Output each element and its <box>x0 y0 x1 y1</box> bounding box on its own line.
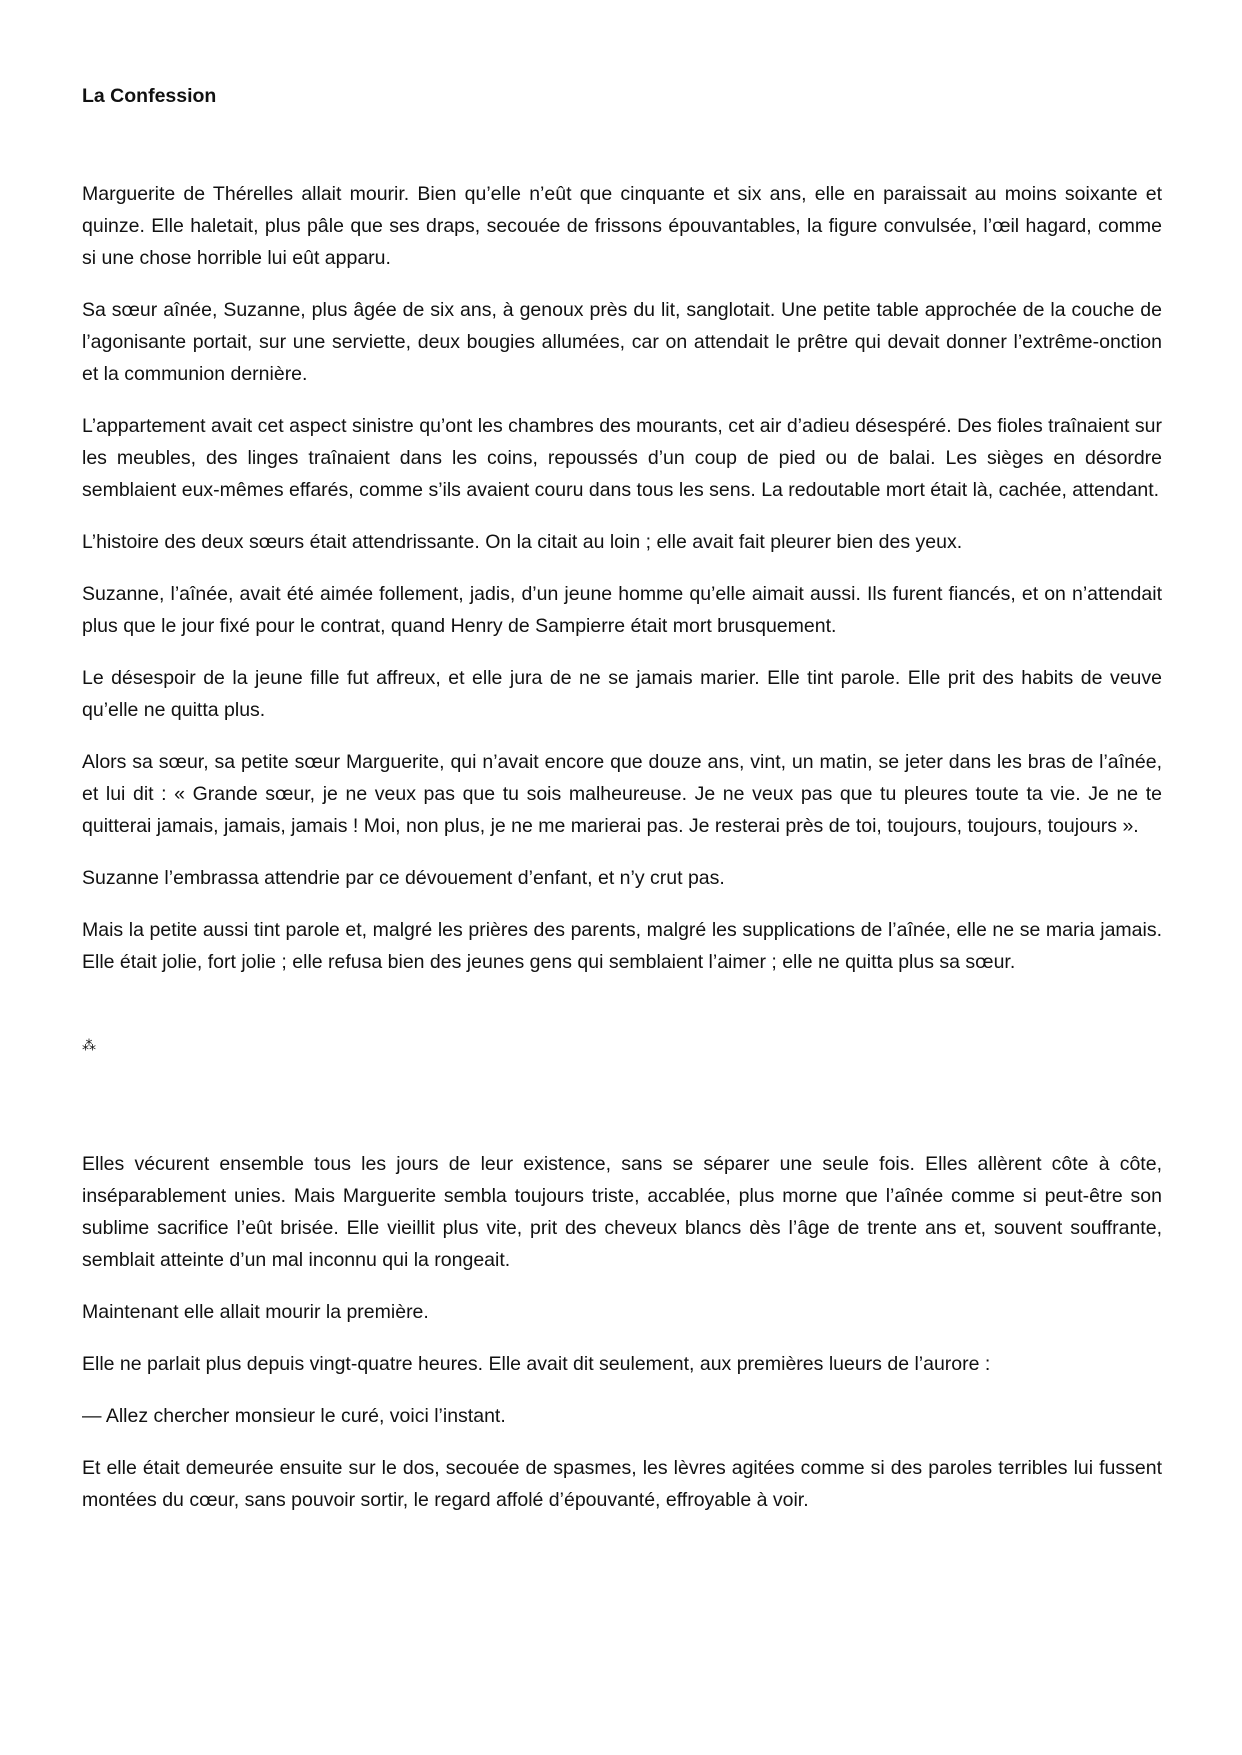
paragraph-11: Maintenant elle allait mourir la première. <box>82 1301 429 1323</box>
paragraph-9: Mais la petite aussi tint parole et, malgré les prières des parents, malgré les supplications de l’aînée, elle ne se maria jamais. Elle était jolie, fort jolie ; elle refusa bien des jeunes gens qui semblaient l’aimer ; elle ne quitta plus sa sœur. <box>82 919 1162 973</box>
asterism-glyph: ⁂ <box>82 1037 96 1053</box>
paragraph-7: Alors sa sœur, sa petite sœur Marguerite, qui n’avait encore que douze ans, vint, un matin, se jeter dans les bras de l’aînée, et lui dit : « Grande sœur, je ne veux pas que tu sois malheureuse. Je ne veux pas que tu pleures toute ta vie. Je ne te quitterai jamais, jamais, jamais ! Moi, non plus, je ne me marierai pas. Je resterai près de toi, toujours, toujours, toujours ». <box>82 751 1162 837</box>
paragraph-6: Le désespoir de la jeune fille fut affreux, et elle jura de ne se jamais marier. Elle tint parole. Elle prit des habits de veuve qu’elle ne quitta plus. <box>82 667 1162 721</box>
paragraph-10: Elles vécurent ensemble tous les jours de leur existence, sans se séparer une seule fois. Elles allèrent côte à côte, inséparablement unies. Mais Marguerite sembla toujours triste, accablée, plus morne que l’aînée comme si peut-être son sublime sacrifice l’eût brisée. Elle vieillit plus vite, prit des cheveux blancs dès l’âge de trente ans et, souvent souffrante, semblait atteinte d’un mal inconnu qui la rongeait. <box>82 1153 1162 1271</box>
paragraph-8: Suzanne l’embrassa attendrie par ce dévouement d’enfant, et n’y crut pas. <box>82 867 725 889</box>
document-page <box>82 80 1162 1536</box>
paragraph-14: Et elle était demeurée ensuite sur le dos, secouée de spasmes, les lèvres agitées comme si des paroles terribles lui fussent montées du cœur, sans pouvoir sortir, le regard affolé d’épouvanté, effroyable à voir. <box>82 1457 1162 1511</box>
section-separator-asterism <box>82 1038 102 1058</box>
paragraph-3: L’appartement avait cet aspect sinistre qu’ont les chambres des mourants, cet air d’adieu désespéré. Des fioles traînaient sur les meubles, des linges traînaient dans les coins, repoussés d’un coup de pied ou de balai. Les sièges en désordre semblaient eux-mêmes effarés, comme s’ils avaient couru dans tous les sens. La redoutable mort était là, cachée, attendant. <box>82 415 1162 501</box>
paragraph-5: Suzanne, l’aînée, avait été aimée follement, jadis, d’un jeune homme qu’elle aimait aussi. Ils furent fiancés, et on n’attendait plus que le jour fixé pour le contrat, quand Henry de Sampierre était mort brusquement. <box>82 583 1162 637</box>
paragraph-2: Sa sœur aînée, Suzanne, plus âgée de six ans, à genoux près du lit, sanglotait. Une petite table approchée de la couche de l’agonisante portait, sur une serviette, deux bougies allumées, car on attendait le prêtre qui devait donner l’extrême-onction et la communion dernière. <box>82 299 1162 385</box>
paragraph-12: Elle ne parlait plus depuis vingt-quatre heures. Elle avait dit seulement, aux premières lueurs de l’aurore : <box>82 1353 991 1375</box>
paragraph-13: — Allez chercher monsieur le curé, voici l’instant. <box>82 1405 506 1427</box>
document-title: La Confession <box>82 85 217 107</box>
paragraph-1: Marguerite de Thérelles allait mourir. Bien qu’elle n’eût que cinquante et six ans, elle en paraissait au moins soixante et quinze. Elle haletait, plus pâle que ses draps, secouée de frissons épouvantables, la figure convulsée, l’œil hagard, comme si une chose horrible lui eût apparu. <box>82 183 1162 269</box>
paragraph-4: L’histoire des deux sœurs était attendrissante. On la citait au loin ; elle avait fait pleurer bien des yeux. <box>82 531 963 553</box>
